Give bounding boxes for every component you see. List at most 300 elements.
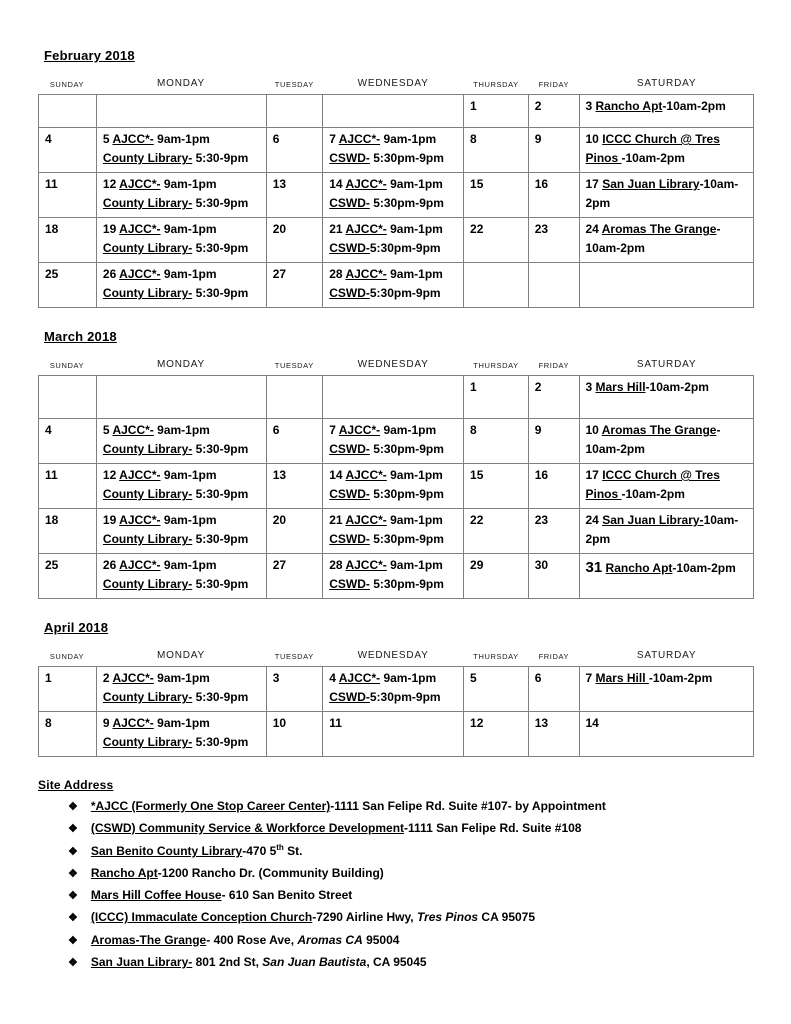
day-cell bbox=[323, 263, 464, 308]
day-cell: 6 bbox=[528, 667, 579, 712]
day-cell: 6 bbox=[266, 128, 322, 173]
event-line bbox=[329, 511, 458, 530]
calendar-table bbox=[38, 666, 754, 757]
day-cell: 15 bbox=[464, 464, 529, 509]
event-text: 5:30pm-9pm bbox=[369, 690, 441, 705]
site-address-text bbox=[91, 888, 352, 904]
event-text: 3 bbox=[585, 99, 596, 113]
event-line bbox=[103, 239, 261, 258]
calendar-week-row bbox=[39, 128, 754, 173]
address-text: 801 2nd St, bbox=[192, 954, 263, 969]
event-text: 9am-1pm bbox=[160, 513, 217, 527]
event-line bbox=[103, 149, 261, 168]
calendar-table bbox=[38, 375, 754, 599]
event-line bbox=[329, 284, 458, 303]
day-cell bbox=[579, 419, 754, 464]
day-cell: 11 bbox=[39, 173, 97, 218]
day-cell: 13 bbox=[266, 173, 322, 218]
site-name-text: Mars Hill bbox=[595, 380, 646, 394]
day-cell: 16 bbox=[528, 173, 579, 218]
event-text: -10am-2pm bbox=[621, 487, 685, 502]
diamond-bullet-icon: ❖ bbox=[68, 912, 78, 925]
site-name-text: AJCC*- bbox=[345, 513, 387, 527]
event-text: 5:30-9pm bbox=[192, 241, 249, 256]
event-text: 9am-1pm bbox=[160, 468, 217, 482]
calendar-week-row bbox=[39, 218, 754, 263]
address-text: San Juan Bautista bbox=[262, 954, 367, 969]
site-name-text: CSWD- bbox=[329, 151, 370, 166]
day-cell bbox=[96, 712, 266, 757]
site-name-text: Aromas-The Grange bbox=[90, 932, 207, 947]
event-line bbox=[103, 265, 261, 284]
site-name-text: Rancho Apt bbox=[90, 866, 158, 881]
day-cell: 9 bbox=[528, 419, 579, 464]
diamond-bullet-icon: ❖ bbox=[68, 823, 78, 836]
event-text: 31 bbox=[585, 559, 603, 576]
day-cell bbox=[96, 376, 266, 419]
event-line bbox=[103, 556, 261, 575]
event-text: -10am-2pm bbox=[585, 423, 721, 457]
site-address-section bbox=[38, 778, 754, 970]
event-text: 7 bbox=[329, 423, 339, 437]
event-text: 17 bbox=[585, 177, 603, 191]
event-text: -10am-2pm bbox=[672, 561, 736, 575]
site-address-item bbox=[38, 843, 754, 860]
site-name-text: Aromas The Grange bbox=[601, 222, 717, 236]
event-line bbox=[586, 97, 749, 116]
day-of-week-label: TUESDAY bbox=[274, 80, 314, 89]
event-text: 9am-1pm bbox=[153, 671, 210, 685]
day-of-week-label: THURSDAY bbox=[473, 652, 519, 661]
day-cell bbox=[579, 554, 754, 599]
event-line bbox=[329, 556, 458, 575]
day-cell bbox=[323, 173, 464, 218]
event-text: 9am-1pm bbox=[160, 222, 217, 236]
day-cell bbox=[96, 554, 266, 599]
day-cell bbox=[579, 128, 754, 173]
day-cell bbox=[323, 128, 464, 173]
event-text: 5:30-9pm bbox=[192, 690, 249, 705]
event-text: 9am-1pm bbox=[386, 267, 443, 281]
site-name-text: AJCC*- bbox=[119, 267, 161, 281]
address-text: - 610 San Benito Street bbox=[221, 888, 353, 903]
event-text: 9am-1pm bbox=[153, 132, 210, 146]
day-cell bbox=[96, 464, 266, 509]
site-name-text: AJCC*- bbox=[345, 558, 387, 572]
event-line bbox=[329, 175, 458, 194]
day-cell bbox=[464, 263, 529, 308]
event-text: 9am-1pm bbox=[386, 177, 443, 191]
site-address-text bbox=[91, 799, 606, 815]
event-text: 26 bbox=[102, 267, 120, 281]
site-name-text: AJCC*- bbox=[345, 468, 387, 482]
calendar-week-row bbox=[39, 712, 754, 757]
site-name-text: AJCC*- bbox=[345, 267, 387, 281]
event-text: 9am-1pm bbox=[153, 716, 210, 730]
event-text: 9am-1pm bbox=[386, 468, 443, 482]
day-cell bbox=[579, 173, 754, 218]
day-of-week-label: SATURDAY bbox=[636, 78, 697, 89]
site-name-text: San Juan Library- bbox=[90, 954, 193, 969]
day-of-week-label: WEDNESDAY bbox=[357, 650, 429, 661]
event-text: 4 bbox=[329, 671, 339, 685]
event-line bbox=[329, 220, 458, 239]
day-cell bbox=[579, 218, 754, 263]
day-of-week-label: WEDNESDAY bbox=[357, 78, 429, 89]
site-address-text bbox=[91, 933, 400, 949]
event-text: 12 bbox=[102, 177, 120, 191]
event-text: 5:30pm-9pm bbox=[369, 532, 444, 547]
site-address-item bbox=[38, 821, 754, 837]
event-line bbox=[103, 194, 261, 213]
event-text: 5:30-9pm bbox=[192, 151, 249, 166]
event-text: 3 bbox=[585, 380, 596, 394]
diamond-bullet-icon: ❖ bbox=[68, 956, 78, 969]
site-name-text: San Juan Library- bbox=[602, 513, 704, 527]
day-cell bbox=[579, 263, 754, 308]
day-cell bbox=[96, 128, 266, 173]
day-cell: 20 bbox=[266, 218, 322, 263]
event-text: 5:30pm-9pm bbox=[369, 487, 444, 502]
day-cell bbox=[323, 554, 464, 599]
event-line bbox=[103, 440, 261, 459]
event-text: 28 bbox=[329, 558, 346, 572]
site-name-text: County Library- bbox=[102, 487, 193, 502]
event-text: 14 bbox=[329, 468, 346, 482]
event-line bbox=[103, 530, 261, 549]
site-name-text: AJCC*- bbox=[338, 423, 381, 437]
month-title: February 2018 bbox=[44, 48, 135, 63]
event-text: 5:30pm-9pm bbox=[369, 286, 441, 301]
site-name-text: (ICCC) Immaculate Conception Church bbox=[90, 910, 313, 925]
site-name-text: AJCC*- bbox=[345, 177, 387, 191]
day-cell bbox=[323, 464, 464, 509]
day-cell: 2 bbox=[528, 95, 579, 128]
event-line bbox=[103, 130, 261, 149]
event-line bbox=[103, 220, 261, 239]
day-cell bbox=[266, 95, 322, 128]
day-cell bbox=[96, 173, 266, 218]
event-text: 9am-1pm bbox=[386, 513, 443, 527]
event-text: 10 bbox=[585, 132, 603, 146]
day-cell: 1 bbox=[39, 667, 97, 712]
day-cell: 23 bbox=[528, 218, 579, 263]
day-cell bbox=[96, 667, 266, 712]
site-name-text: County Library- bbox=[102, 532, 193, 547]
day-cell: 11 bbox=[39, 464, 97, 509]
event-text: 9am-1pm bbox=[380, 423, 437, 437]
site-name-text: AJCC*- bbox=[338, 132, 381, 146]
event-line bbox=[329, 265, 458, 284]
site-name-text: AJCC*- bbox=[112, 132, 154, 146]
day-cell bbox=[323, 218, 464, 263]
event-text: 2 bbox=[102, 671, 113, 685]
day-cell: 16 bbox=[528, 464, 579, 509]
day-cell: 14 bbox=[579, 712, 754, 757]
event-line bbox=[329, 466, 458, 485]
day-cell bbox=[323, 95, 464, 128]
event-text: 21 bbox=[329, 513, 346, 527]
day-cell: 3 bbox=[266, 667, 322, 712]
month-section-march bbox=[38, 329, 754, 599]
day-cell bbox=[39, 95, 97, 128]
day-cell: 25 bbox=[39, 554, 97, 599]
day-cell: 2 bbox=[528, 376, 579, 419]
event-line bbox=[586, 378, 749, 397]
site-name-text: County Library- bbox=[102, 241, 193, 256]
day-cell bbox=[96, 95, 266, 128]
day-cell: 25 bbox=[39, 263, 97, 308]
day-of-week-label: THURSDAY bbox=[473, 80, 519, 89]
event-line bbox=[103, 733, 261, 752]
event-text: 28 bbox=[329, 267, 346, 281]
site-name-text: CSWD- bbox=[329, 196, 370, 211]
event-text: -10am-2pm bbox=[585, 222, 721, 256]
event-line bbox=[103, 466, 261, 485]
month-section-february bbox=[38, 48, 754, 308]
event-line bbox=[586, 669, 749, 688]
event-line bbox=[329, 421, 458, 440]
month-title: April 2018 bbox=[44, 620, 109, 635]
day-cell bbox=[579, 509, 754, 554]
site-address-item bbox=[38, 910, 754, 926]
day-cell: 12 bbox=[464, 712, 529, 757]
event-text: 12 bbox=[102, 468, 120, 482]
day-cell: 22 bbox=[464, 218, 529, 263]
event-text: 9am-1pm bbox=[380, 671, 437, 685]
address-text: , CA 95045 bbox=[366, 954, 427, 969]
event-line bbox=[329, 669, 458, 688]
event-text: -10am-2pm bbox=[621, 151, 685, 166]
day-cell bbox=[323, 419, 464, 464]
site-address-item bbox=[38, 955, 754, 971]
site-name-text: AJCC*- bbox=[112, 423, 154, 437]
site-name-text: *AJCC (Formerly One Stop Career Center) bbox=[90, 799, 331, 813]
day-cell: 6 bbox=[266, 419, 322, 464]
address-text: CA 95075 bbox=[478, 910, 536, 925]
event-text: -10am-2pm bbox=[585, 177, 739, 211]
day-cell: 13 bbox=[528, 712, 579, 757]
site-name-text: County Library- bbox=[102, 442, 193, 457]
site-name-text: Rancho Apt bbox=[595, 99, 663, 113]
day-of-week-label: TUESDAY bbox=[274, 361, 314, 370]
site-name-text: Rancho Apt bbox=[605, 561, 673, 575]
day-cell: 13 bbox=[266, 464, 322, 509]
event-line bbox=[103, 511, 261, 530]
event-line bbox=[329, 688, 458, 707]
address-text: -1111 San Felipe Rd. Suite #107- by Appointment bbox=[330, 799, 606, 813]
site-name-text: Mars Hill bbox=[595, 671, 649, 685]
event-text: 24 bbox=[585, 513, 603, 527]
address-text: th bbox=[276, 843, 284, 853]
event-line bbox=[586, 511, 749, 549]
site-address-item bbox=[38, 888, 754, 904]
calendar-week-row bbox=[39, 667, 754, 712]
site-name-text: CSWD- bbox=[329, 487, 370, 502]
event-line bbox=[103, 485, 261, 504]
event-line bbox=[103, 175, 261, 194]
day-of-week-label: FRIDAY bbox=[538, 652, 570, 661]
event-text: -10am-2pm bbox=[648, 671, 713, 685]
day-cell bbox=[579, 464, 754, 509]
site-name-text: CSWD- bbox=[329, 442, 370, 457]
site-name-text: AJCC*- bbox=[119, 177, 161, 191]
day-cell: 18 bbox=[39, 218, 97, 263]
event-text: 5:30pm-9pm bbox=[369, 151, 444, 166]
event-text: 9am-1pm bbox=[386, 558, 443, 572]
event-text: 9am-1pm bbox=[380, 132, 437, 146]
day-cell bbox=[579, 667, 754, 712]
site-name-text: CSWD- bbox=[329, 241, 370, 256]
event-text: 10am-2pm bbox=[585, 513, 739, 547]
day-cell: 18 bbox=[39, 509, 97, 554]
event-line bbox=[329, 149, 458, 168]
site-name-text: San Juan Library bbox=[602, 177, 700, 191]
event-text: 24 bbox=[585, 222, 602, 236]
day-cell bbox=[39, 376, 97, 419]
diamond-bullet-icon: ❖ bbox=[68, 934, 78, 947]
site-address-text bbox=[91, 910, 535, 926]
day-of-week-label: FRIDAY bbox=[538, 361, 570, 370]
day-of-week-label: SATURDAY bbox=[636, 650, 697, 661]
site-name-text: CSWD- bbox=[329, 690, 370, 705]
day-of-week-header-row bbox=[38, 78, 754, 89]
site-name-text: AJCC*- bbox=[119, 558, 161, 572]
address-text: -1111 San Felipe Rd. Suite #108 bbox=[404, 821, 582, 836]
day-cell: 1 bbox=[464, 95, 529, 128]
event-text: 26 bbox=[102, 558, 120, 572]
day-of-week-label: FRIDAY bbox=[538, 80, 570, 89]
day-cell: 4 bbox=[39, 128, 97, 173]
site-address-heading: Site Address bbox=[38, 778, 114, 792]
site-name-text: AJCC*- bbox=[112, 671, 154, 685]
address-text: Aromas CA bbox=[297, 932, 363, 947]
event-text: 7 bbox=[585, 671, 596, 685]
event-text: 19 bbox=[102, 513, 120, 527]
event-text: 9am-1pm bbox=[153, 423, 210, 437]
site-name-text: Mars Hill Coffee House bbox=[90, 888, 222, 903]
event-line bbox=[329, 239, 458, 258]
month-section-april bbox=[38, 620, 754, 757]
day-of-week-label: SATURDAY bbox=[636, 359, 697, 370]
day-cell bbox=[579, 376, 754, 419]
calendar-week-row bbox=[39, 419, 754, 464]
site-name-text: ICCC Church @ Tres Pinos bbox=[585, 468, 720, 502]
day-cell: 9 bbox=[528, 128, 579, 173]
event-text: -10am-2pm bbox=[662, 99, 726, 113]
event-text: 5:30pm-9pm bbox=[369, 577, 444, 592]
day-of-week-label: SUNDAY bbox=[49, 652, 85, 661]
address-text: Tres Pinos bbox=[416, 910, 479, 925]
day-cell bbox=[266, 376, 322, 419]
site-name-text: AJCC*- bbox=[119, 222, 161, 236]
event-line bbox=[586, 220, 749, 258]
event-text: 5:30-9pm bbox=[192, 196, 249, 211]
calendar-week-row bbox=[39, 509, 754, 554]
event-line bbox=[586, 421, 749, 459]
site-name-text: AJCC*- bbox=[119, 468, 161, 482]
site-address-text bbox=[91, 866, 384, 882]
site-address-text bbox=[91, 955, 427, 971]
site-address-item bbox=[38, 866, 754, 882]
event-line bbox=[586, 466, 749, 504]
day-cell: 8 bbox=[39, 712, 97, 757]
event-line bbox=[329, 130, 458, 149]
calendar-week-row bbox=[39, 554, 754, 599]
site-name-text: CSWD- bbox=[329, 532, 370, 547]
event-text: 5:30pm-9pm bbox=[369, 442, 444, 457]
address-text: St. bbox=[283, 844, 303, 859]
day-cell: 5 bbox=[464, 667, 529, 712]
event-line bbox=[103, 575, 261, 594]
day-cell bbox=[96, 263, 266, 308]
day-of-week-label: WEDNESDAY bbox=[357, 359, 429, 370]
site-name-text: County Library- bbox=[102, 196, 193, 211]
day-of-week-header-row bbox=[38, 359, 754, 370]
day-cell: 10 bbox=[266, 712, 322, 757]
address-text: -7290 Airline Hwy, bbox=[312, 910, 417, 925]
day-cell: 11 bbox=[323, 712, 464, 757]
day-of-week-label: THURSDAY bbox=[473, 361, 519, 370]
calendar-week-row bbox=[39, 95, 754, 128]
site-address-item bbox=[38, 933, 754, 949]
day-cell bbox=[528, 263, 579, 308]
event-line bbox=[103, 421, 261, 440]
event-line bbox=[329, 530, 458, 549]
day-cell bbox=[96, 509, 266, 554]
site-name-text: AJCC*- bbox=[345, 222, 387, 236]
day-cell: 1 bbox=[464, 376, 529, 419]
event-text: 5:30-9pm bbox=[192, 286, 249, 301]
event-line bbox=[329, 194, 458, 213]
event-line bbox=[329, 575, 458, 594]
day-cell bbox=[323, 376, 464, 419]
event-line bbox=[103, 714, 261, 733]
day-cell bbox=[96, 419, 266, 464]
day-of-week-header-row bbox=[38, 650, 754, 661]
day-of-week-label: MONDAY bbox=[157, 359, 205, 370]
day-cell: 22 bbox=[464, 509, 529, 554]
event-line bbox=[586, 556, 749, 580]
event-text: 5:30pm-9pm bbox=[369, 241, 441, 256]
event-text: 5:30-9pm bbox=[192, 532, 249, 547]
calendar-week-row bbox=[39, 263, 754, 308]
day-cell: 27 bbox=[266, 263, 322, 308]
site-address-text bbox=[91, 843, 303, 860]
day-cell: 29 bbox=[464, 554, 529, 599]
event-line bbox=[586, 175, 749, 213]
event-text: 10 bbox=[585, 423, 602, 437]
day-cell: 15 bbox=[464, 173, 529, 218]
event-text: 5:30-9pm bbox=[192, 577, 249, 592]
day-cell bbox=[579, 95, 754, 128]
event-text: 7 bbox=[329, 132, 339, 146]
event-text: 5:30-9pm bbox=[192, 487, 249, 502]
site-name-text: CSWD- bbox=[329, 577, 370, 592]
event-text: -10am-2pm bbox=[645, 380, 709, 394]
event-text: 9am-1pm bbox=[160, 267, 217, 281]
event-line bbox=[103, 688, 261, 707]
event-text: 9am-1pm bbox=[160, 177, 217, 191]
day-cell bbox=[323, 509, 464, 554]
day-cell: 8 bbox=[464, 128, 529, 173]
site-name-text: County Library- bbox=[102, 735, 193, 750]
diamond-bullet-icon: ❖ bbox=[68, 868, 78, 881]
day-cell: 8 bbox=[464, 419, 529, 464]
calendar-week-row bbox=[39, 376, 754, 419]
site-name-text: Aromas The Grange bbox=[601, 423, 717, 437]
event-text: 14 bbox=[329, 177, 346, 191]
